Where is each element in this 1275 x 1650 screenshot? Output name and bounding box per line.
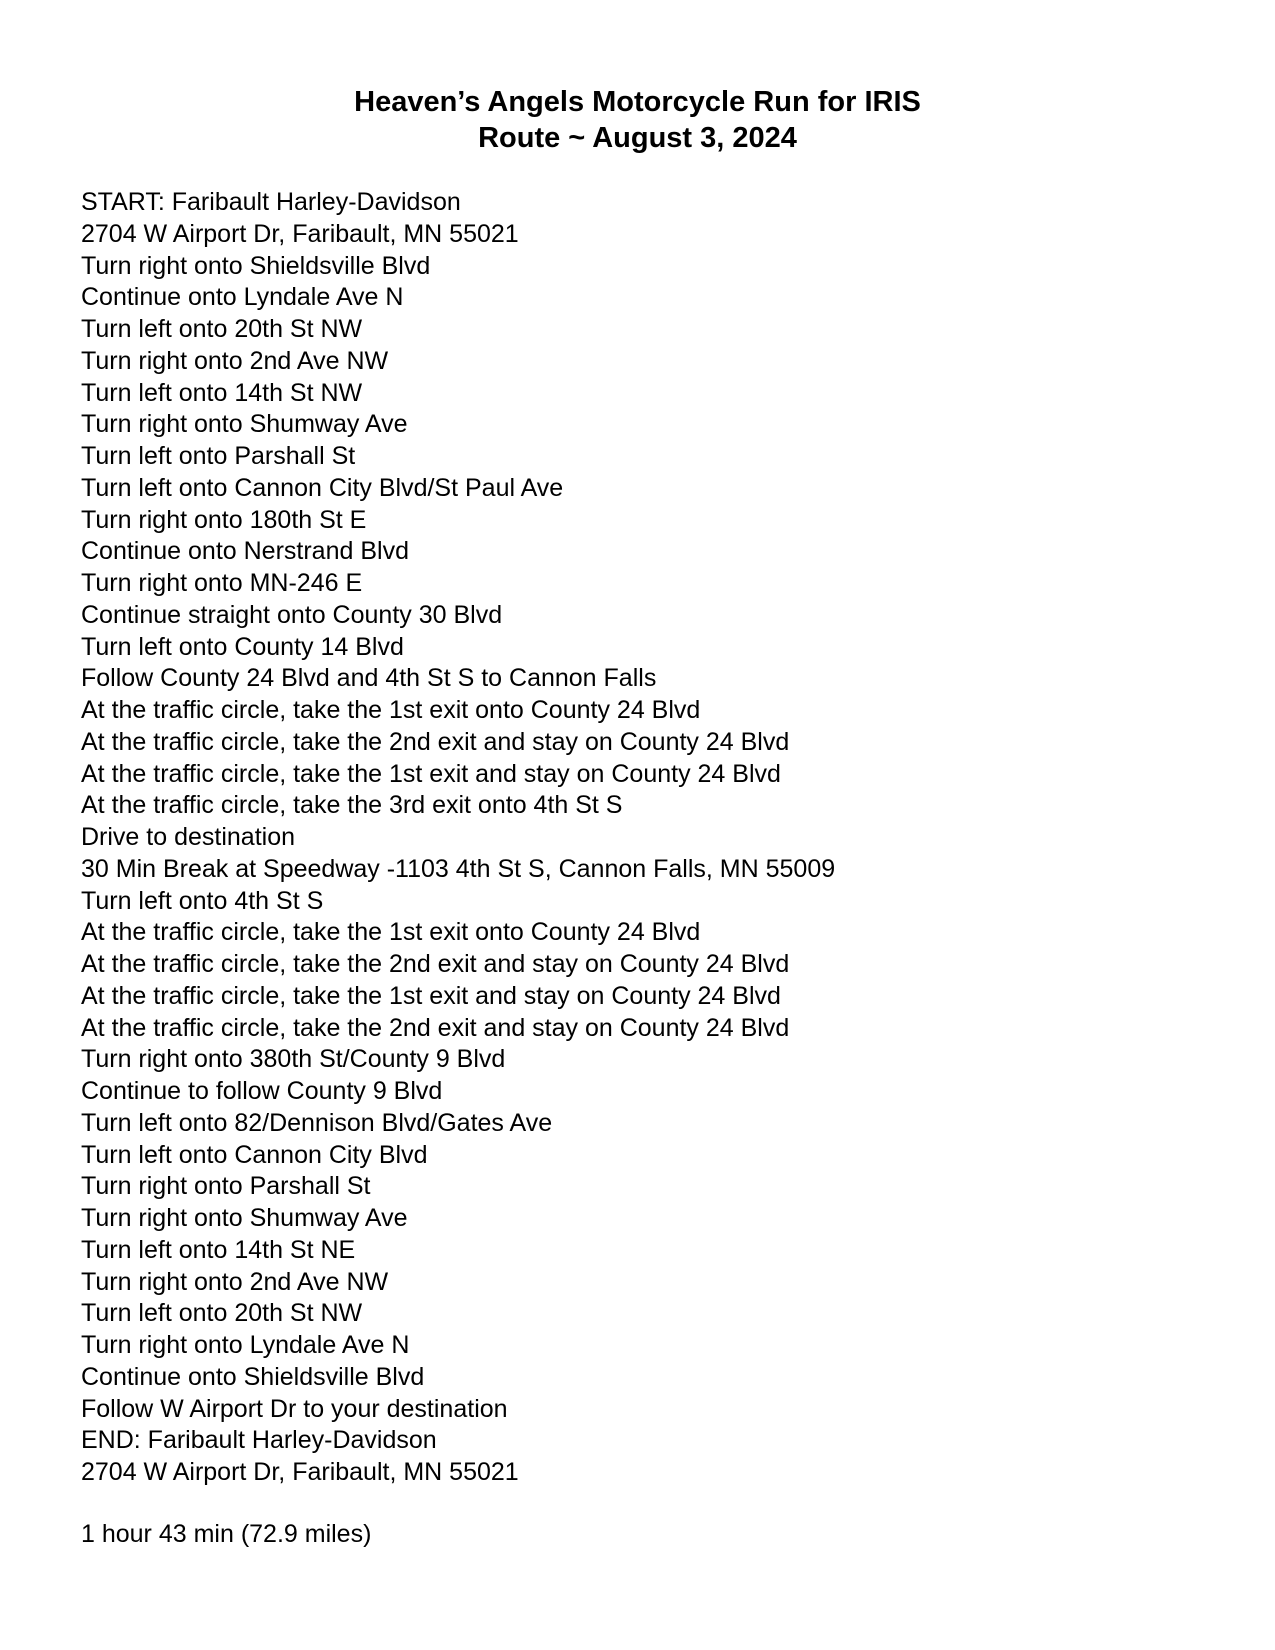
route-step: Turn right onto MN-246 E: [81, 569, 363, 597]
route-step: Continue to follow County 9 Blvd: [81, 1077, 443, 1105]
route-step: Continue onto Lyndale Ave N: [81, 283, 404, 312]
route-step: At the traffic circle, take the 3rd exit onto 4th St S: [81, 791, 623, 820]
document-title: [0, 84, 1275, 156]
route-step: At the traffic circle, take the 1st exit onto County 24 Blvd: [81, 696, 701, 724]
route-step: 2704 W Airport Dr, Faribault, MN 55021: [81, 219, 519, 248]
route-step: Follow W Airport Dr to your destination: [81, 1394, 508, 1423]
route-step: Turn left onto 14th St NW: [81, 378, 363, 407]
route-step: Turn right onto 380th St/County 9 Blvd: [81, 1045, 506, 1074]
route-step: Continue onto Nerstrand Blvd: [81, 537, 409, 566]
route-step: Turn left onto Cannon City Blvd: [81, 1140, 428, 1169]
route-step: 30 Min Break at Speedway -1103 4th St S, Cannon Falls, MN 55009: [81, 854, 836, 883]
route-summary: 1 hour 43 min (72.9 miles): [81, 1520, 372, 1548]
route-directions-list: [81, 187, 835, 1489]
route-step: At the traffic circle, take the 2nd exit and stay on County 24 Blvd: [81, 950, 790, 978]
route-step: Turn right onto Shumway Ave: [81, 1204, 408, 1232]
title-line-route-date: Route ~ August 3, 2024: [478, 122, 797, 154]
route-step: Turn right onto 180th St E: [81, 505, 367, 534]
route-step: END: Faribault Harley-Davidson: [81, 1426, 437, 1455]
route-step: Drive to destination: [81, 823, 296, 851]
route-step: At the traffic circle, take the 1st exit and stay on County 24 Blvd: [81, 981, 781, 1010]
title-line-event: Heaven’s Angels Motorcycle Run for IRIS: [354, 86, 921, 118]
route-step: Turn left onto 14th St NE: [81, 1235, 356, 1264]
route-step: Turn right onto Shieldsville Blvd: [81, 251, 431, 280]
route-step: At the traffic circle, take the 1st exit and stay on County 24 Blvd: [81, 759, 781, 788]
route-step: Turn left onto 20th St NW: [81, 1299, 363, 1328]
route-step: Turn left onto 82/Dennison Blvd/Gates Ave: [81, 1108, 553, 1137]
route-step: Turn right onto Lyndale Ave N: [81, 1331, 410, 1359]
route-step: At the traffic circle, take the 2nd exit and stay on County 24 Blvd: [81, 727, 790, 756]
route-step: At the traffic circle, take the 2nd exit and stay on County 24 Blvd: [81, 1013, 790, 1042]
route-step: Continue straight onto County 30 Blvd: [81, 600, 503, 629]
route-step: At the traffic circle, take the 1st exit onto County 24 Blvd: [81, 918, 701, 947]
route-step: Turn right onto Shumway Ave: [81, 410, 408, 439]
route-step: Follow County 24 Blvd and 4th St S to Cannon Falls: [81, 664, 657, 693]
route-step: Turn right onto 2nd Ave NW: [81, 1267, 389, 1296]
route-step: Turn left onto County 14 Blvd: [81, 632, 404, 661]
route-step: Continue onto Shieldsville Blvd: [81, 1362, 425, 1391]
route-step: START: Faribault Harley-Davidson: [81, 188, 461, 216]
route-step: Turn left onto Cannon City Blvd/St Paul Ave: [81, 473, 564, 502]
route-step: Turn right onto 2nd Ave NW: [81, 346, 389, 375]
route-step: 2704 W Airport Dr, Faribault, MN 55021: [81, 1458, 519, 1486]
route-step: Turn left onto 4th St S: [81, 886, 324, 915]
route-step: Turn left onto Parshall St: [81, 442, 356, 470]
route-step: Turn left onto 20th St NW: [81, 315, 363, 343]
route-step: Turn right onto Parshall St: [81, 1172, 371, 1201]
